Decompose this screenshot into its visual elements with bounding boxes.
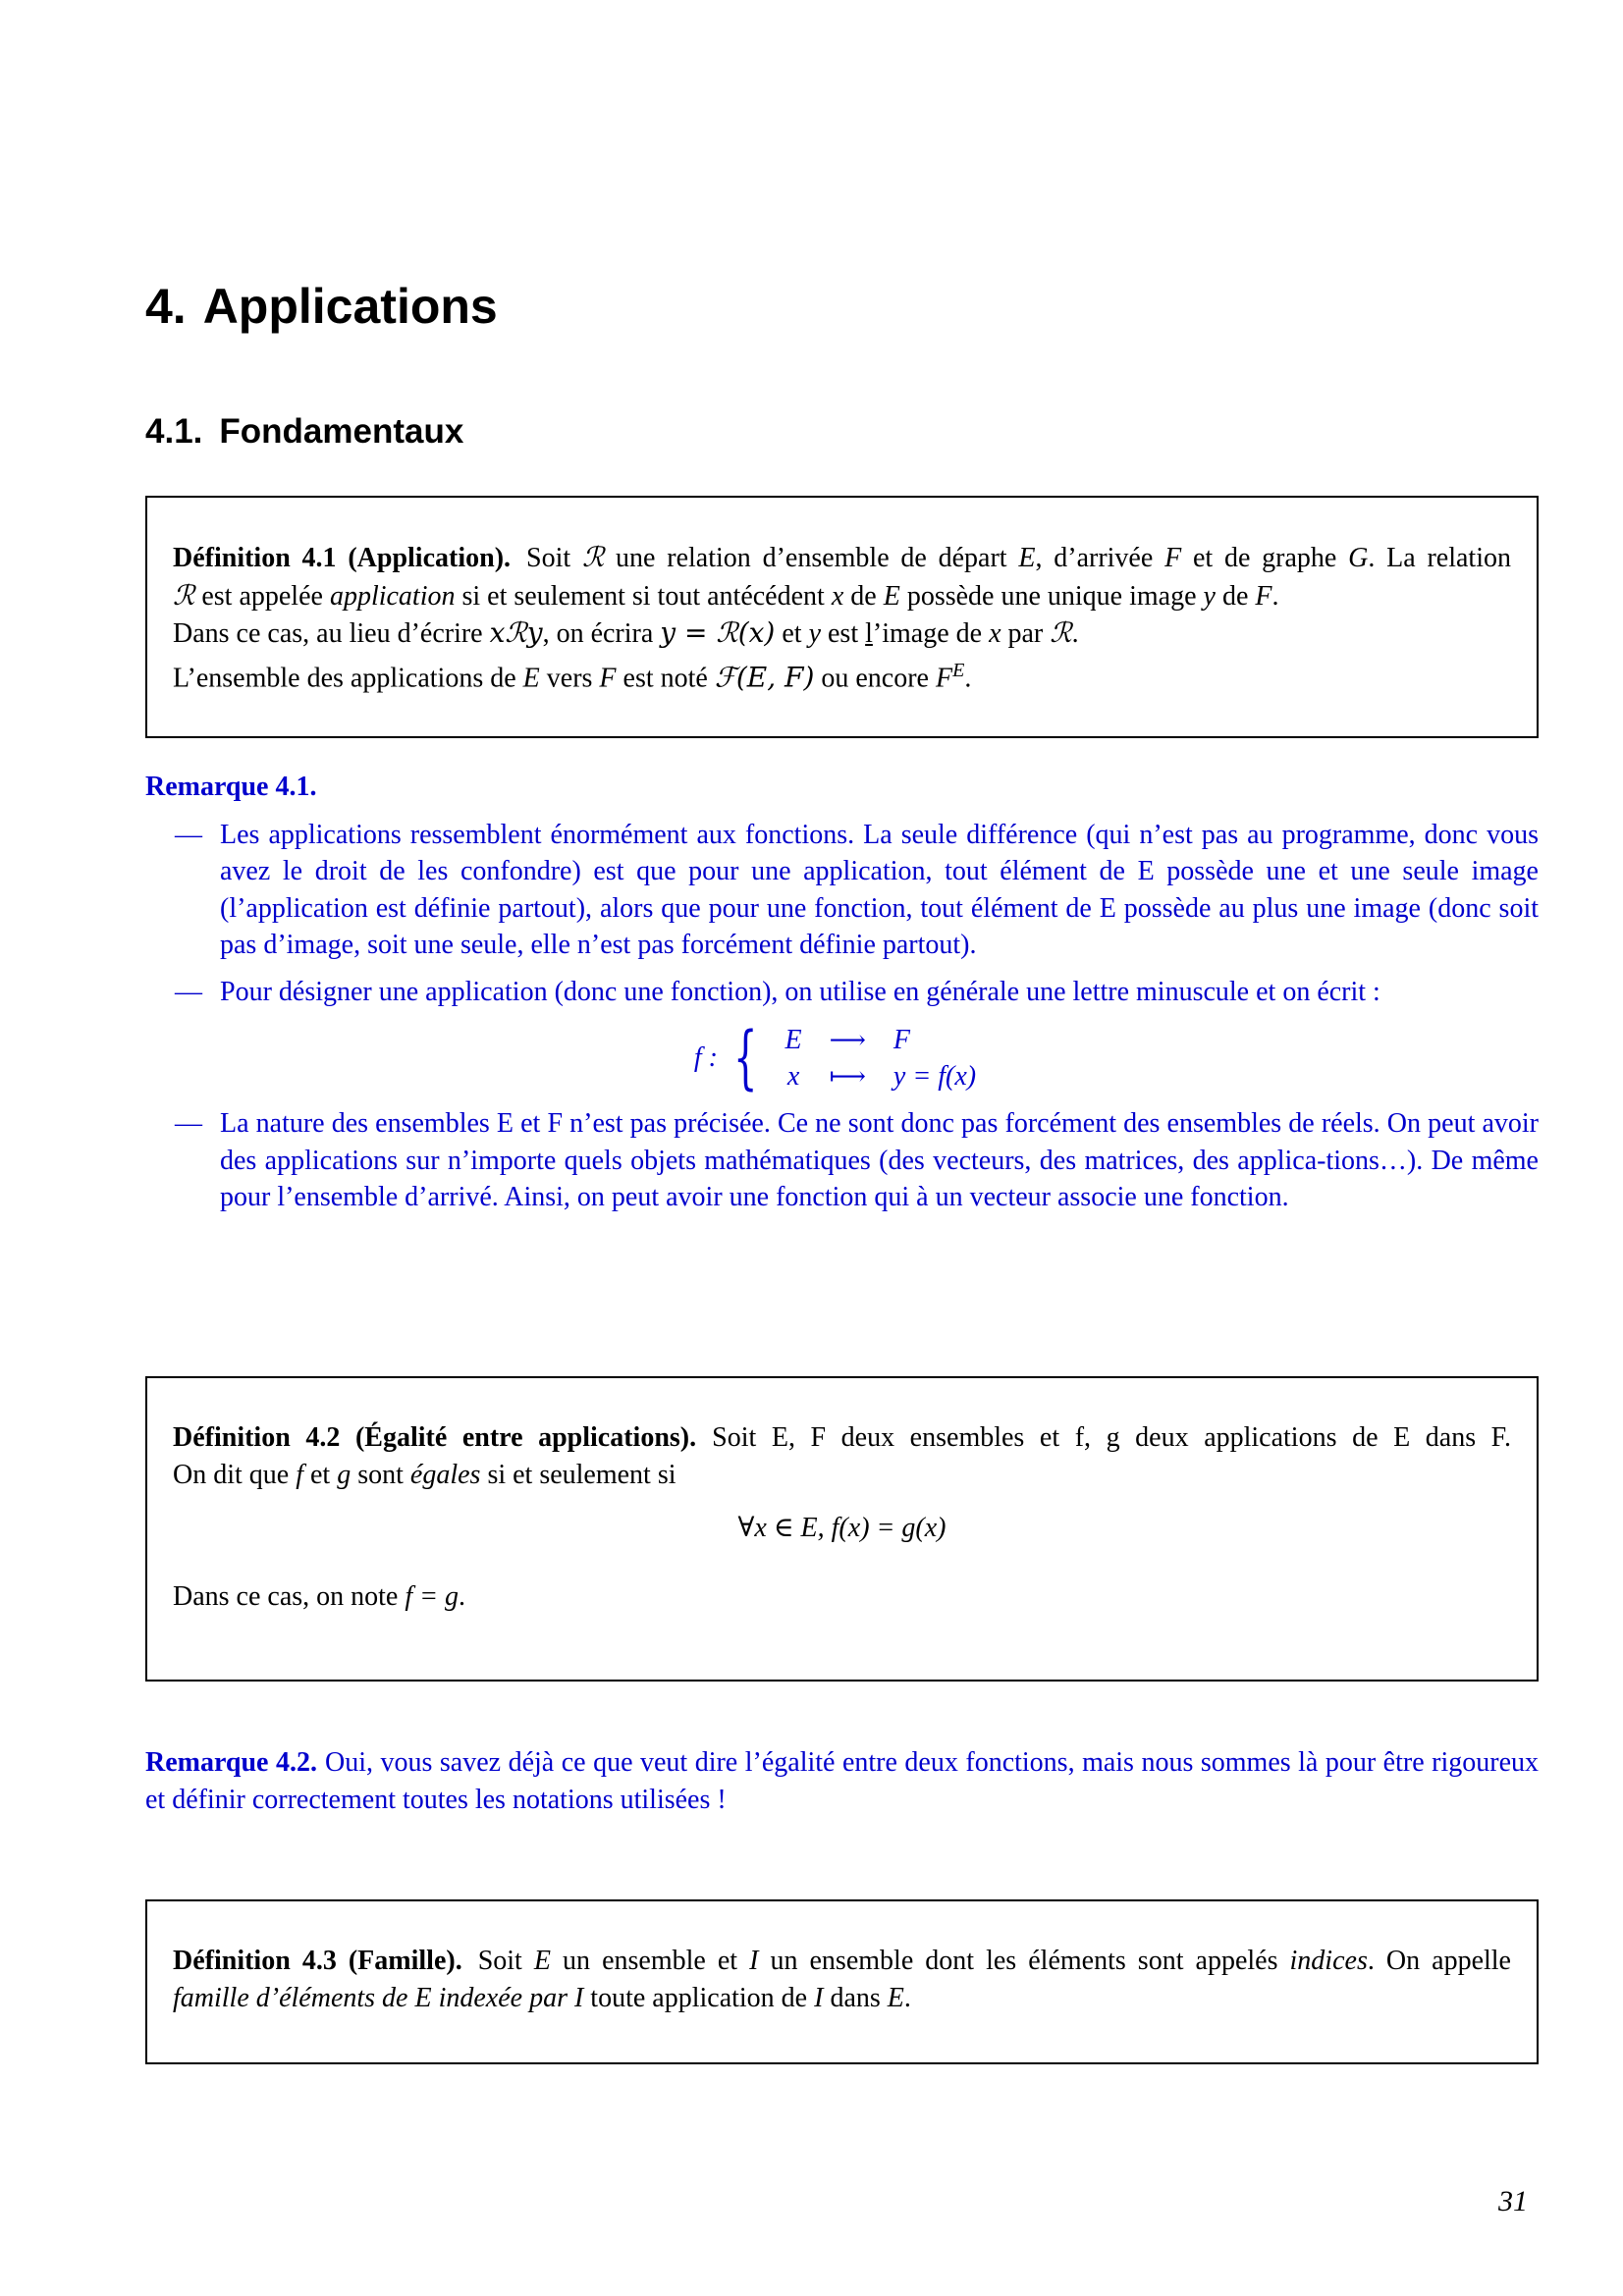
def2-line2: On dit que f et g sont égales si et seulement si xyxy=(173,1459,676,1490)
page xyxy=(145,0,1542,2296)
def1-title: Définition 4.1 (Application). xyxy=(173,543,512,573)
list-item: — Les applications ressemblent énormément aux fonctions. La seule différence (qui n’est pas au programme, donc vous avez le droit de les confondre) est que pour une application, tout élément de E possède une et une seule image (l’application est définie partout), alors que pour une fonction, tout élément de E possède au plus une image (donc soit pas d’image, soit une seule, elle n’est pas forcément définie partout). xyxy=(145,817,1539,964)
section-title: Fondamentaux xyxy=(219,412,464,451)
remark-4-1-list xyxy=(145,817,1539,1216)
def1-line3: Dans ce cas, au lieu d’écrire xℛy, on écrira y = ℛ(x) et y est l’image de x par ℛ. xyxy=(173,616,1079,649)
bullet-dash: — xyxy=(175,1108,202,1139)
chapter-heading xyxy=(145,277,498,336)
def1-term: application xyxy=(329,580,456,612)
def2-title: Définition 4.2 (Égalité entre applications). xyxy=(173,1422,697,1453)
remark-4-2: Remarque 4.2. Oui, vous savez déjà ce que veut dire l’égalité entre deux fonctions, mais nous sommes là pour être rigoureux et définir correctement toutes les notations utilisées ! xyxy=(145,1747,1539,1815)
left-brace: { xyxy=(733,1017,758,1097)
remark-4-1-title: Remarque 4.1. xyxy=(145,772,317,802)
chapter-number: 4. xyxy=(145,279,187,334)
def2-line3: Dans ce cas, on note f = g. xyxy=(173,1580,466,1612)
remark-4-1 xyxy=(145,769,1539,1216)
bullet-dash: — xyxy=(175,819,202,850)
section-number: 4.1. xyxy=(145,412,203,451)
definition-box-4-1 xyxy=(145,496,1539,738)
def2-formula: ∀x ∈ E, f(x) = g(x) xyxy=(737,1513,947,1543)
chapter-title: Applications xyxy=(202,279,498,334)
section-heading xyxy=(145,410,463,454)
remark-4-2-title: Remarque 4.2. xyxy=(145,1747,317,1778)
def1-line1: Définition 4.1 (Application). Soit ℛ une relation d’ensemble de départ E, d’arrivée F et de graphe G. La relation xyxy=(173,541,1511,573)
def3-line1: Définition 4.3 (Famille). Soit E un ensemble et I un ensemble dont les éléments sont appelés indices. On appelle xyxy=(173,1946,1511,1976)
definition-box-4-2 xyxy=(145,1376,1539,1682)
bullet-dash: — xyxy=(175,976,202,1007)
list-item: — La nature des ensembles E et F n’est pas précisée. Ce ne sont donc pas forcément des ensembles de réels. On peut avoir des applications sur n’importe quels objets mathématiques (des vecteurs, des matrices, des applica-tions…). De même pour l’ensemble d’arrivé. Ainsi, on peut avoir une fonction qui à un vecteur associe une fonction. xyxy=(145,1105,1539,1216)
def3-title: Définition 4.3 (Famille). xyxy=(173,1946,462,1976)
page-number: 31 xyxy=(1498,2185,1528,2217)
def1-line4: L’ensemble des applications de E vers F est noté ℱ(E, F) ou encore $F^E$. xyxy=(173,659,972,693)
def3-line2: famille d’éléments de E indexée par I toute application de I dans E. xyxy=(173,1982,911,2013)
definition-box-4-3 xyxy=(145,1899,1539,2064)
def1-line2: ℛ est appelée application si et seulement si tout antécédent x de E possède une unique image y de F. xyxy=(173,578,1279,612)
map-definition-formula: f : { E ⟶ F x ⟼ y = f(x) xyxy=(145,1021,1539,1095)
def2-line1: Définition 4.2 (Égalité entre applications). Soit E, F deux ensembles et f, g deux applications de E dans F. xyxy=(173,1422,1511,1453)
list-item: — Pour désigner une application (donc une fonction), on utilise en générale une lettre minuscule et on écrit : f : { E ⟶ F x ⟼ y = f(x) xyxy=(145,974,1539,1095)
map-table: E ⟶ F x ⟼ y = f(x) xyxy=(784,1024,977,1092)
